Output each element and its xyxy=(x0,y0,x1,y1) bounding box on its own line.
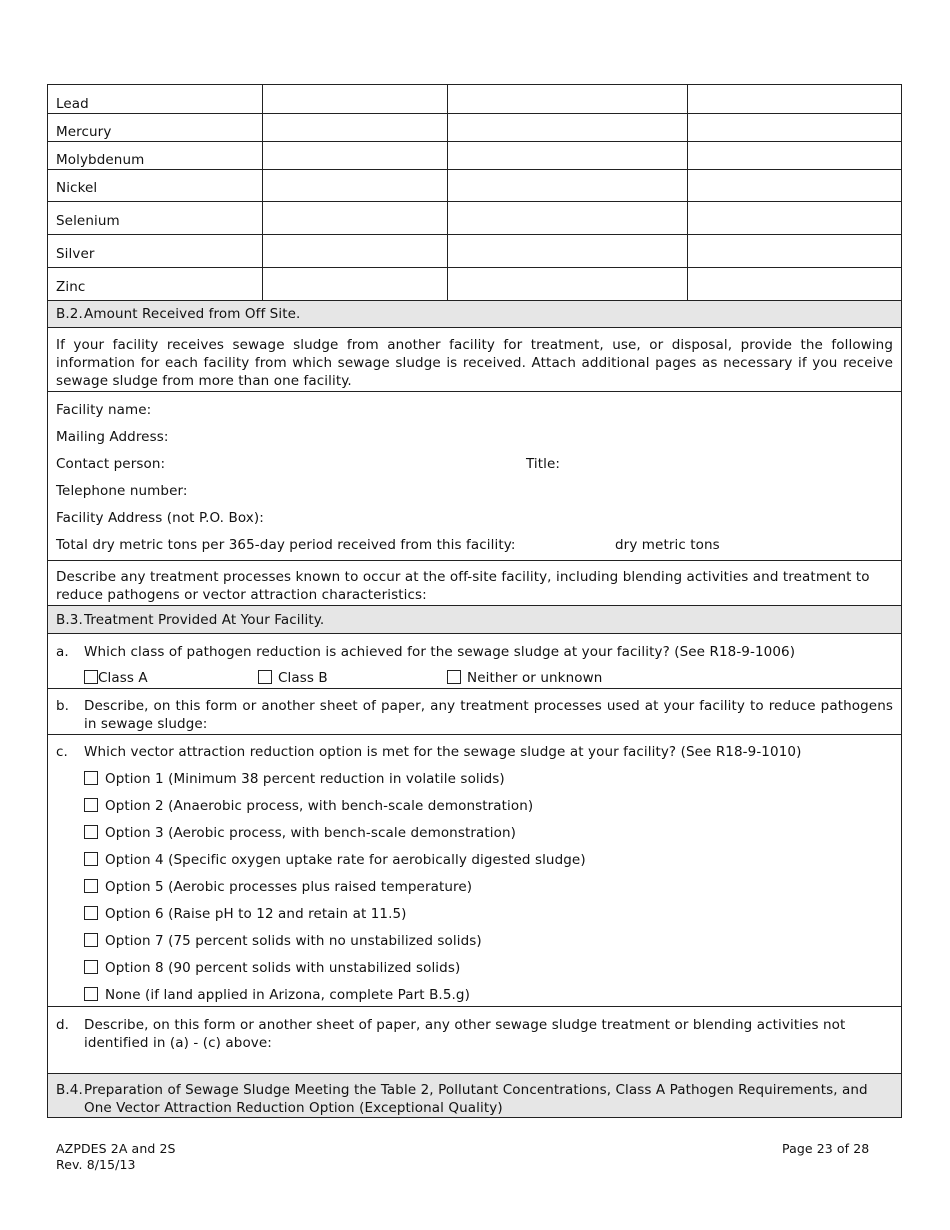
question-text: Describe, on this form or another sheet of paper, any other sewage sludge treatment or blending activities not identified in (a) - (c) above: xyxy=(84,1017,846,1051)
class-a-option[interactable] xyxy=(84,669,148,687)
option-label: Option 4 (Specific oxygen uptake rate for aerobically digested sludge) xyxy=(105,852,586,868)
item-label: b. xyxy=(56,698,70,714)
vector-option[interactable] xyxy=(48,847,901,874)
footer-left xyxy=(56,1141,176,1173)
option-label: Option 1 (Minimum 38 percent reduction in volatile solids) xyxy=(105,771,505,787)
class-b-option[interactable] xyxy=(258,669,328,687)
section-title: Treatment Provided At Your Facility. xyxy=(84,611,325,628)
neither-option[interactable] xyxy=(447,669,602,687)
section-title: Preparation of Sewage Sludge Meeting the Table 2, Pollutant Concentrations, Class A Pathogen Requirements, and One Vector Attraction Reduction Option (Exceptional Quality) xyxy=(84,1082,868,1116)
table-row xyxy=(48,113,901,141)
option-label: None (if land applied in Arizona, complete Part B.5.g) xyxy=(105,987,470,1003)
item-label: c. xyxy=(56,744,68,760)
table-cell[interactable] xyxy=(447,268,687,300)
vector-option[interactable] xyxy=(48,766,901,793)
checkbox[interactable] xyxy=(84,825,98,839)
table-cell[interactable] xyxy=(687,170,901,201)
offsite-treatment-describe[interactable] xyxy=(48,560,901,605)
option-label: Option 6 (Raise pH to 12 and retain at 11.5) xyxy=(105,906,407,922)
sewage-sludge-form xyxy=(47,84,902,1118)
intro-text: If your facility receives sewage sludge from another facility for treatment, use, or disposal, provide the following information for each facility from which sewage sludge is received. Attach additional pages as necessary if you receive sewage sludge from more than one facility. xyxy=(56,337,893,389)
checkbox[interactable] xyxy=(84,906,98,920)
section-number: B.3. xyxy=(56,611,83,628)
metal-name: Mercury xyxy=(56,124,112,140)
metal-name: Molybdenum xyxy=(56,152,145,168)
checkbox[interactable] xyxy=(84,879,98,893)
question-text: Which class of pathogen reduction is achieved for the sewage sludge at your facility? (See R18-9-1006) xyxy=(84,644,796,660)
checkbox[interactable] xyxy=(447,670,461,684)
option-label: Option 5 (Aerobic processes plus raised temperature) xyxy=(105,879,473,895)
checkbox[interactable] xyxy=(84,798,98,812)
option-label: Class B xyxy=(278,670,328,686)
table-cell[interactable] xyxy=(687,85,901,113)
question-a xyxy=(48,633,901,688)
table-row xyxy=(48,141,901,169)
form-id: AZPDES 2A and 2S xyxy=(56,1141,176,1156)
metal-name: Selenium xyxy=(56,213,120,229)
vector-option[interactable] xyxy=(48,982,901,1009)
section-header-b2 xyxy=(48,300,901,327)
table-row xyxy=(48,169,901,201)
field-label: Telephone number: xyxy=(56,483,188,499)
field-label: Contact person: xyxy=(56,456,166,472)
table-cell[interactable] xyxy=(262,202,447,234)
table-row xyxy=(48,201,901,234)
question-d[interactable] xyxy=(48,1006,901,1073)
tons-field[interactable] xyxy=(48,532,901,559)
field-label: Total dry metric tons per 365-day period received from this facility: xyxy=(56,537,516,553)
vector-option[interactable] xyxy=(48,955,901,982)
field-label: Facility Address (not P.O. Box): xyxy=(56,510,264,526)
table-cell[interactable] xyxy=(687,268,901,300)
section-number: B.2. xyxy=(56,306,83,322)
table-cell[interactable] xyxy=(687,235,901,267)
item-label: a. xyxy=(56,644,69,660)
table-cell[interactable] xyxy=(447,142,687,169)
checkbox[interactable] xyxy=(258,670,272,684)
checkbox[interactable] xyxy=(84,771,98,785)
metal-name: Zinc xyxy=(56,279,86,295)
table-cell[interactable] xyxy=(262,235,447,267)
table-cell[interactable] xyxy=(447,85,687,113)
table-cell[interactable] xyxy=(262,268,447,300)
vector-option[interactable] xyxy=(48,874,901,901)
table-cell[interactable] xyxy=(687,114,901,141)
item-label: d. xyxy=(56,1017,70,1033)
vector-option[interactable] xyxy=(48,820,901,847)
section-intro xyxy=(48,327,901,391)
page-number: Page 23 of 28 xyxy=(782,1141,870,1156)
revision-date: Rev. 8/15/13 xyxy=(56,1157,136,1172)
option-label: Neither or unknown xyxy=(467,670,603,686)
facility-address-field[interactable] xyxy=(48,505,901,532)
question-text: Describe, on this form or another sheet of paper, any treatment processes used at your facility to reduce pathogens in sewage sludge: xyxy=(84,698,893,732)
option-label: Option 2 (Anaerobic process, with bench-scale demonstration) xyxy=(105,798,534,814)
table-cell[interactable] xyxy=(262,85,447,113)
vector-option[interactable] xyxy=(48,928,901,955)
facility-info-block xyxy=(48,391,901,560)
question-b[interactable] xyxy=(48,688,901,734)
question-c xyxy=(48,734,901,1006)
title-field-label: Title: xyxy=(526,456,561,472)
section-title: Amount Received from Off Site. xyxy=(84,306,301,322)
option-label: Option 3 (Aerobic process, with bench-scale demonstration) xyxy=(105,825,517,841)
option-label: Class A xyxy=(98,670,148,686)
metal-name: Lead xyxy=(56,96,89,112)
table-row xyxy=(48,85,901,113)
table-row xyxy=(48,234,901,267)
table-cell[interactable] xyxy=(262,114,447,141)
vector-options-list xyxy=(48,766,901,1009)
metal-name: Nickel xyxy=(56,180,98,196)
unit-label: dry metric tons xyxy=(615,537,720,553)
table-row xyxy=(48,267,901,300)
table-cell[interactable] xyxy=(447,170,687,201)
checkbox[interactable] xyxy=(84,960,98,974)
option-label: Option 8 (90 percent solids with unstabilized solids) xyxy=(105,960,461,976)
table-cell[interactable] xyxy=(447,202,687,234)
telephone-field[interactable] xyxy=(48,478,901,505)
checkbox[interactable] xyxy=(84,852,98,866)
checkbox[interactable] xyxy=(84,933,98,947)
table-cell[interactable] xyxy=(687,142,901,169)
section-header-b4 xyxy=(48,1073,901,1117)
option-label: Option 7 (75 percent solids with no unstabilized solids) xyxy=(105,933,482,949)
checkbox[interactable] xyxy=(84,987,98,1001)
table-cell[interactable] xyxy=(447,235,687,267)
mailing-address-field[interactable] xyxy=(48,424,901,451)
contact-person-field[interactable] xyxy=(48,451,901,478)
table-cell[interactable] xyxy=(447,114,687,141)
table-cell[interactable] xyxy=(262,142,447,169)
facility-name-field[interactable] xyxy=(48,397,901,424)
checkbox[interactable] xyxy=(84,670,98,684)
field-label: Mailing Address: xyxy=(56,429,169,445)
metal-name: Silver xyxy=(56,246,95,262)
field-label: Facility name: xyxy=(56,402,152,418)
describe-text: Describe any treatment processes known to occur at the off-site facility, including blending activities and treatment to reduce pathogens or vector attraction characteristics: xyxy=(56,569,870,603)
table-cell[interactable] xyxy=(262,170,447,201)
table-cell[interactable] xyxy=(687,202,901,234)
vector-option[interactable] xyxy=(48,901,901,928)
question-text: Which vector attraction reduction option is met for the sewage sludge at your facility? (See R18-9-1010) xyxy=(84,744,802,760)
section-number: B.4. xyxy=(56,1082,83,1098)
section-header-b3 xyxy=(48,605,901,633)
vector-option[interactable] xyxy=(48,793,901,820)
